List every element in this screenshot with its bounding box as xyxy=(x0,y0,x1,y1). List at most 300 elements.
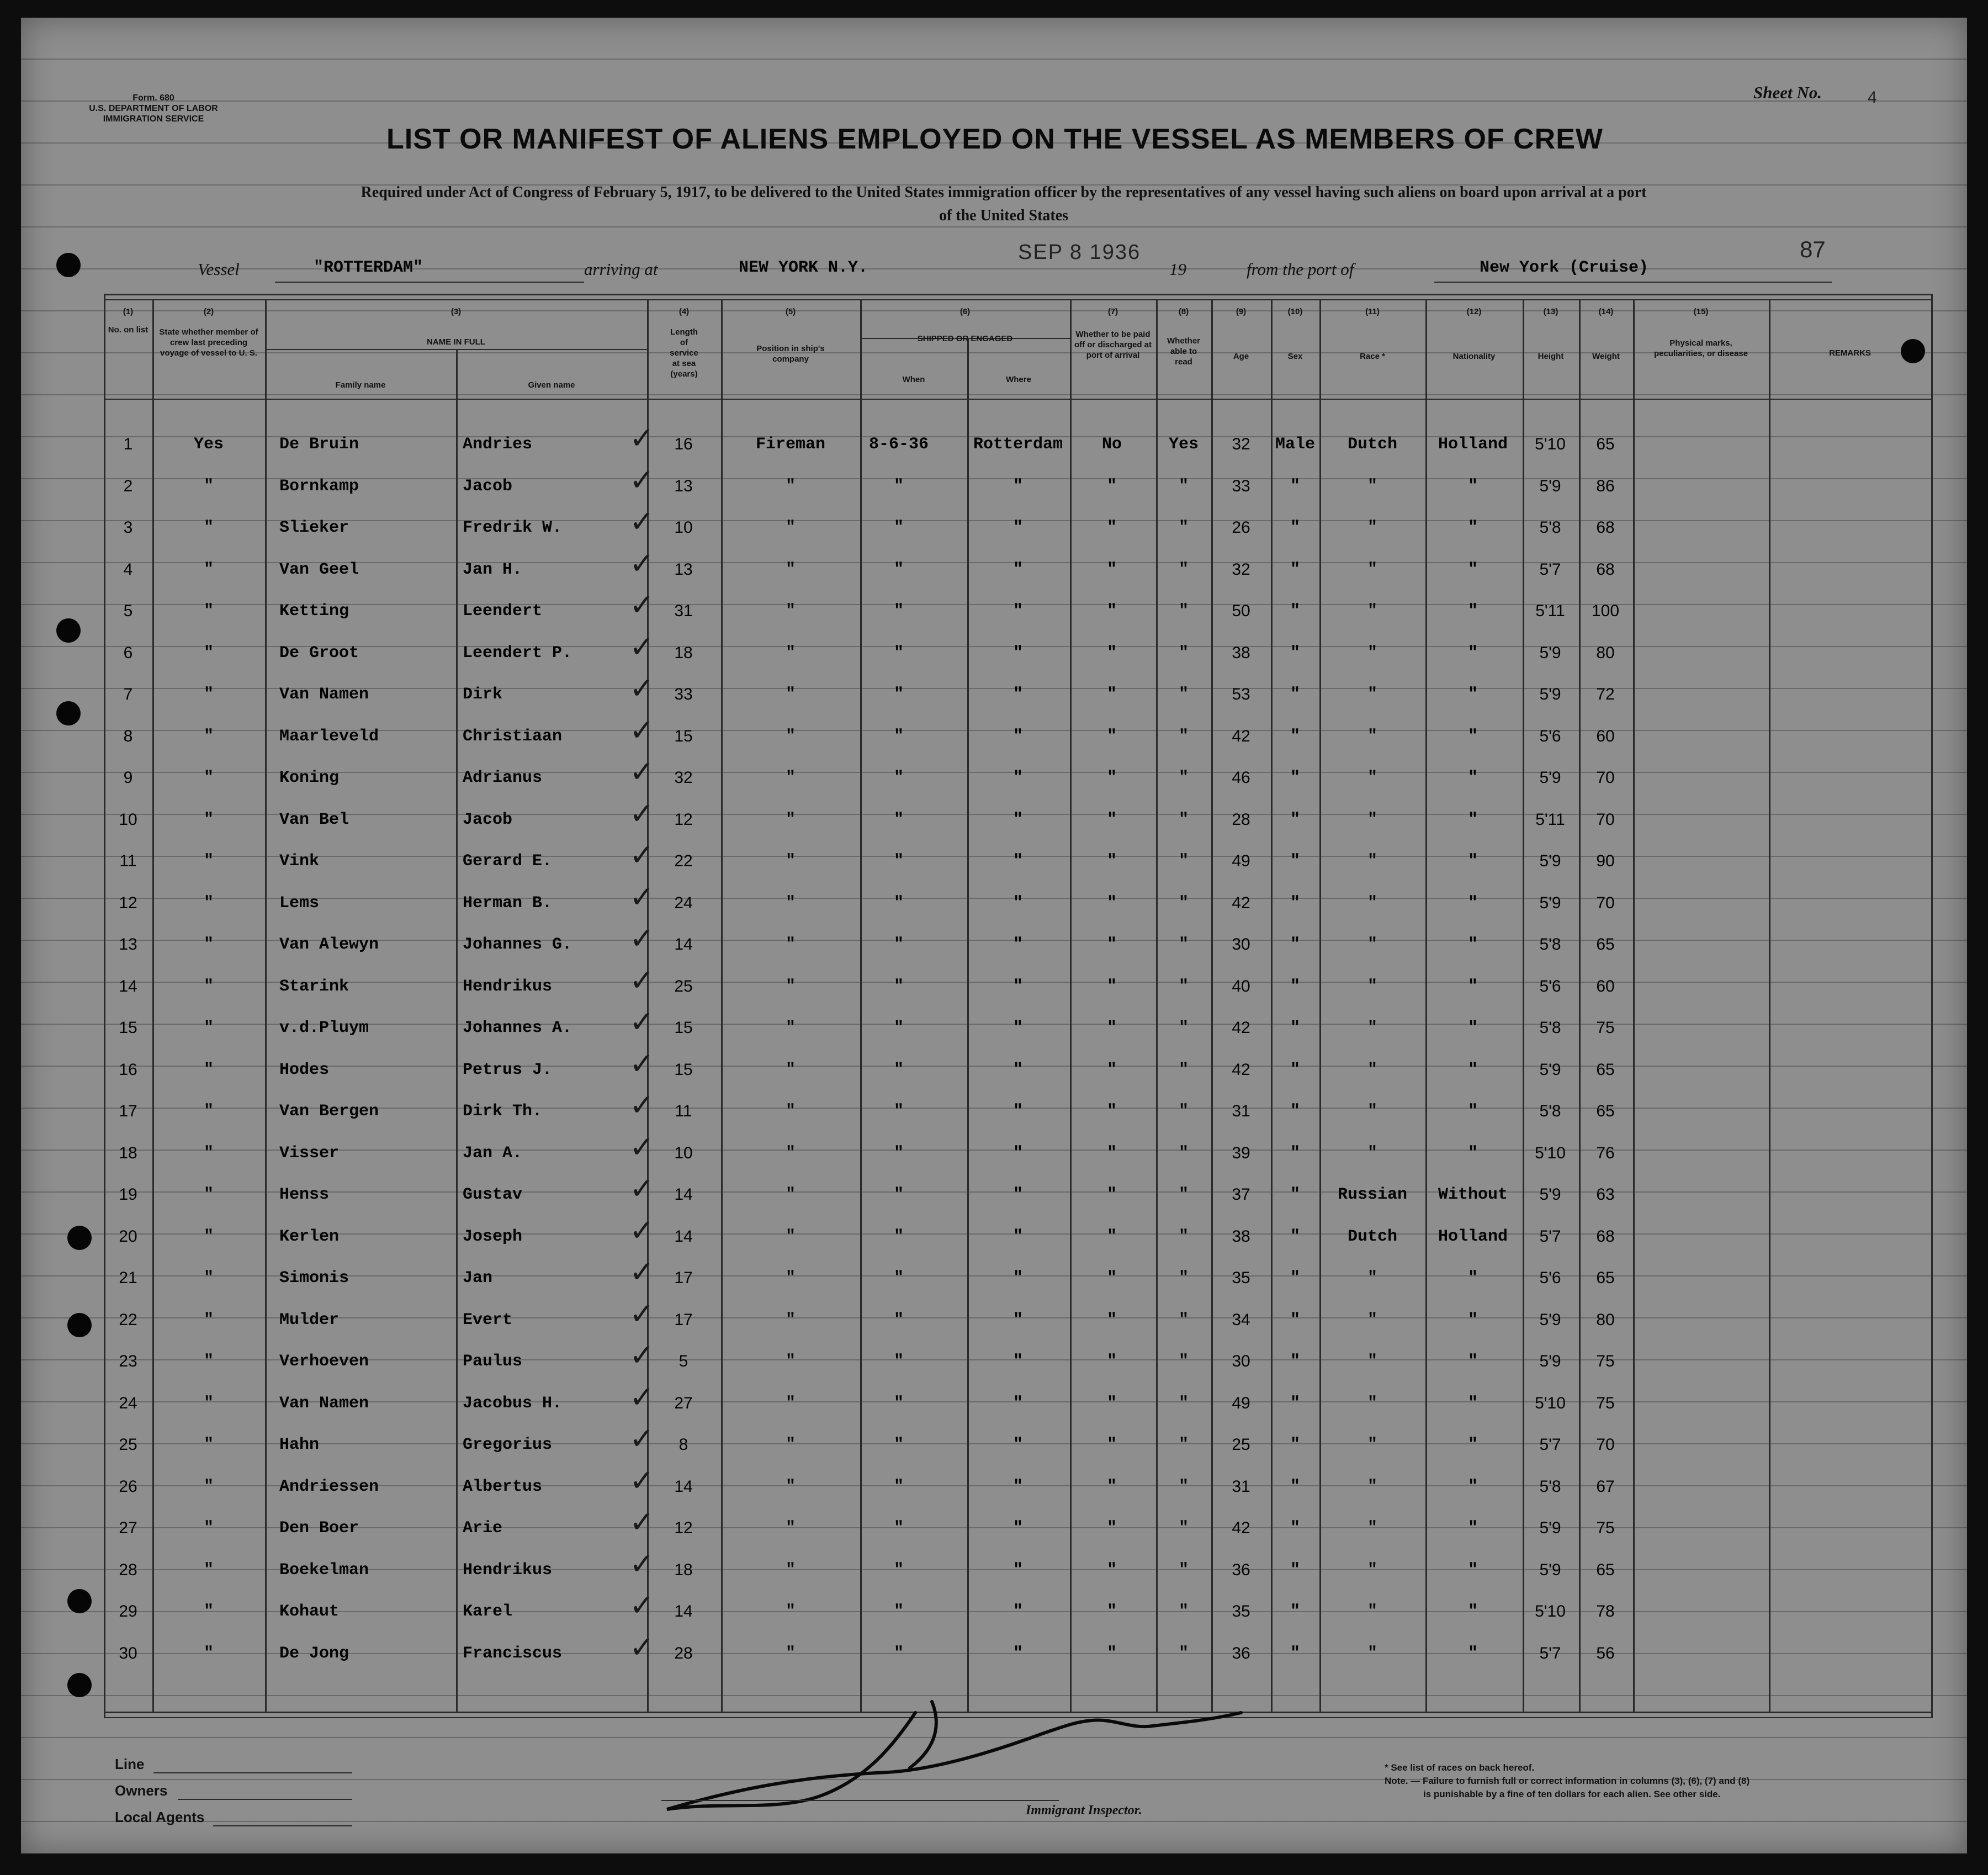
row-crew: " xyxy=(203,1352,214,1371)
row-nationality: Holland xyxy=(1438,1227,1508,1246)
col6-header: SHIPPED OR ENGAGED xyxy=(917,334,1013,343)
row-sex: " xyxy=(1290,1185,1300,1204)
row-no: 20 xyxy=(119,1227,137,1246)
row-position: " xyxy=(785,1394,796,1413)
row-service: 13 xyxy=(674,560,693,579)
col10-number: (10) xyxy=(1287,307,1303,316)
row-age: 39 xyxy=(1232,1143,1250,1162)
row-read: " xyxy=(1178,476,1189,496)
row-service: 18 xyxy=(674,1560,693,1579)
row-given: Herman B. xyxy=(463,893,553,913)
row-given: Dirk xyxy=(463,685,503,704)
row-position: " xyxy=(785,893,796,913)
row-height: 5'9 xyxy=(1539,852,1561,870)
row-crew: " xyxy=(203,1102,214,1121)
row-height: 5'8 xyxy=(1539,1102,1561,1120)
row-position: " xyxy=(785,1310,796,1330)
row-height: 5'9 xyxy=(1539,1310,1561,1329)
col15-number: (15) xyxy=(1693,307,1709,316)
check-mark: ✓ xyxy=(629,1629,655,1665)
row-sex: " xyxy=(1290,1019,1300,1037)
check-mark: ✓ xyxy=(629,879,655,914)
row-read: " xyxy=(1178,727,1189,746)
row-position: " xyxy=(785,685,796,704)
row-position: " xyxy=(785,1519,796,1538)
row-where: " xyxy=(1012,1102,1023,1121)
row-position: " xyxy=(785,727,796,746)
row-sex: " xyxy=(1290,727,1300,746)
row-when: " xyxy=(893,643,904,663)
row-no: 4 xyxy=(123,560,133,579)
check-mark: ✓ xyxy=(629,962,655,998)
row-age: 36 xyxy=(1232,1560,1250,1579)
row-weight: 70 xyxy=(1596,893,1615,912)
row-sex: " xyxy=(1290,1143,1300,1163)
row-given: Andries xyxy=(463,435,533,454)
row-no: 24 xyxy=(119,1394,137,1412)
row-no: 6 xyxy=(123,643,133,662)
row-where: " xyxy=(1012,1436,1023,1454)
row-read: " xyxy=(1178,1102,1189,1121)
col7-header: Whether to be paid off or discharged at port of arrival xyxy=(1074,330,1152,360)
footnote-line-2: is punishable by a fine of ten dollars for each alien. See other side. xyxy=(1423,1789,1721,1799)
row-crew: " xyxy=(203,1519,214,1538)
row-position: " xyxy=(785,935,796,954)
row-weight: 56 xyxy=(1596,1644,1615,1662)
row-family: Vink xyxy=(279,852,320,871)
check-mark: ✓ xyxy=(629,1379,655,1415)
row-family: Van Alewyn xyxy=(279,935,379,954)
row-height: 5'9 xyxy=(1539,1560,1561,1579)
row-nationality: Holland xyxy=(1438,435,1508,454)
row-paid: " xyxy=(1106,977,1117,996)
row-height: 5'8 xyxy=(1539,935,1561,954)
row-nationality: " xyxy=(1467,518,1478,537)
row-service: 14 xyxy=(674,1602,693,1620)
row-age: 38 xyxy=(1232,643,1250,662)
row-height: 5'9 xyxy=(1539,1352,1561,1370)
row-read: " xyxy=(1178,560,1189,579)
row-read: " xyxy=(1178,1560,1189,1580)
row-race: " xyxy=(1367,1310,1377,1330)
row-sex: " xyxy=(1290,1560,1300,1580)
row-height: 5'8 xyxy=(1539,518,1561,537)
row-race: " xyxy=(1367,1269,1377,1288)
row-sex: " xyxy=(1290,1060,1300,1079)
row-sex: " xyxy=(1290,977,1300,996)
row-age: 25 xyxy=(1232,1436,1250,1454)
col9-number: (9) xyxy=(1236,307,1247,316)
row-crew: " xyxy=(203,1644,214,1663)
row-nationality: " xyxy=(1467,935,1478,954)
row-given: Arie xyxy=(463,1519,503,1538)
row-read: " xyxy=(1178,935,1189,954)
row-paid: " xyxy=(1106,1644,1117,1663)
row-paid: " xyxy=(1106,1602,1117,1621)
row-no: 11 xyxy=(119,852,137,870)
check-mark: ✓ xyxy=(629,421,655,455)
date-stamp: SEP 8 1936 xyxy=(1018,241,1141,264)
row-height: 5'8 xyxy=(1539,1477,1561,1496)
row-paid: " xyxy=(1106,1269,1117,1288)
row-weight: 72 xyxy=(1596,685,1615,703)
check-mark: ✓ xyxy=(629,1254,655,1289)
row-weight: 76 xyxy=(1596,1143,1615,1162)
row-read: " xyxy=(1178,602,1189,621)
row-age: 49 xyxy=(1232,852,1250,870)
row-crew: Yes xyxy=(193,435,224,454)
row-where: " xyxy=(1012,1644,1023,1663)
row-age: 28 xyxy=(1232,810,1250,829)
row-read: " xyxy=(1178,1227,1189,1246)
row-paid: " xyxy=(1106,810,1117,829)
row-given: Dirk Th. xyxy=(463,1102,543,1121)
check-mark: ✓ xyxy=(629,545,655,581)
row-weight: 75 xyxy=(1596,1394,1615,1412)
row-where: " xyxy=(1012,1519,1023,1538)
from-port-label: from the port of xyxy=(1247,259,1354,279)
row-weight: 75 xyxy=(1596,1019,1615,1037)
row-weight: 70 xyxy=(1596,1436,1615,1454)
row-service: 5 xyxy=(678,1352,688,1370)
inspector-signature xyxy=(656,1680,1280,1823)
row-family: Van Bergen xyxy=(279,1102,379,1121)
given-name-header: Given name xyxy=(528,380,575,390)
row-when: " xyxy=(893,1060,904,1079)
row-service: 15 xyxy=(674,1019,693,1037)
row-race: " xyxy=(1367,602,1377,621)
row-when: " xyxy=(893,1394,904,1413)
row-sex: " xyxy=(1290,1519,1300,1538)
row-paid: " xyxy=(1106,1185,1117,1204)
row-read: " xyxy=(1178,852,1189,871)
row-paid: " xyxy=(1106,643,1117,663)
subtitle-line-1: Required under Act of Congress of February 5, 1917, to be delivered to the United States immigration officer by the representatives of any vessel having such aliens on board upon arrival at a port xyxy=(361,184,1647,201)
row-when: " xyxy=(893,1143,904,1163)
col13-number: (13) xyxy=(1543,307,1558,316)
row-nationality: " xyxy=(1467,1060,1478,1079)
line-underline xyxy=(153,1772,352,1773)
row-nationality: " xyxy=(1467,1352,1478,1371)
row-height: 5'11 xyxy=(1535,602,1565,620)
row-height: 5'9 xyxy=(1539,643,1561,662)
row-crew: " xyxy=(203,685,214,704)
col11-header: Race * xyxy=(1360,352,1385,361)
row-given: Jacobus H. xyxy=(463,1394,563,1413)
row-crew: " xyxy=(203,476,214,496)
row-read: " xyxy=(1178,1060,1189,1079)
row-age: 34 xyxy=(1232,1310,1250,1329)
row-where: " xyxy=(1012,893,1023,913)
row-weight: 100 xyxy=(1591,602,1620,620)
row-where: " xyxy=(1012,1185,1023,1204)
check-mark: ✓ xyxy=(629,1212,655,1248)
row-height: 5'9 xyxy=(1539,476,1561,495)
col4-number: (4) xyxy=(678,307,690,316)
row-when: " xyxy=(893,1519,904,1538)
row-given: Johannes G. xyxy=(463,935,572,954)
row-race: " xyxy=(1367,727,1377,746)
row-service: 12 xyxy=(674,810,693,829)
row-age: 31 xyxy=(1232,1102,1250,1120)
row-given: Jacob xyxy=(463,476,513,496)
row-weight: 75 xyxy=(1596,1519,1615,1537)
row-race: " xyxy=(1367,1143,1377,1163)
row-crew: " xyxy=(203,1019,214,1037)
row-nationality: " xyxy=(1467,1394,1478,1413)
row-where: " xyxy=(1012,476,1023,496)
row-sex: " xyxy=(1290,810,1300,829)
row-nationality: " xyxy=(1467,852,1478,871)
row-sex: " xyxy=(1290,1310,1300,1330)
footnote-races: * See list of races on back hereof. xyxy=(1385,1762,1535,1773)
row-family: Ketting xyxy=(279,602,349,621)
row-height: 5'7 xyxy=(1539,1644,1561,1662)
row-when: " xyxy=(893,1352,904,1371)
row-paid: " xyxy=(1106,1019,1117,1037)
row-paid: " xyxy=(1106,476,1117,496)
line-label: Line xyxy=(115,1756,145,1772)
row-crew: " xyxy=(203,1602,214,1621)
row-when: " xyxy=(893,893,904,913)
row-paid: " xyxy=(1106,560,1117,579)
row-given: Jan A. xyxy=(463,1143,523,1163)
row-read: " xyxy=(1178,1644,1189,1663)
row-family: Henss xyxy=(279,1185,330,1204)
row-read: " xyxy=(1178,1519,1189,1538)
row-crew: " xyxy=(203,643,214,663)
row-sex: " xyxy=(1290,643,1300,663)
col1-number: (1) xyxy=(123,307,134,316)
row-paid: " xyxy=(1106,685,1117,704)
row-given: Hendrikus xyxy=(463,1560,553,1580)
row-sex: " xyxy=(1290,602,1300,621)
row-paid: No xyxy=(1101,435,1122,454)
row-when: " xyxy=(893,1269,904,1288)
row-no: 13 xyxy=(119,935,137,954)
row-given: Joseph xyxy=(463,1227,523,1246)
row-given: Adrianus xyxy=(463,769,543,787)
check-mark: ✓ xyxy=(629,796,655,831)
row-paid: " xyxy=(1106,1394,1117,1413)
row-race: " xyxy=(1367,1602,1377,1621)
row-height: 5'9 xyxy=(1539,1060,1561,1079)
row-height: 5'6 xyxy=(1539,727,1561,745)
col12-number: (12) xyxy=(1466,307,1482,316)
row-sex: " xyxy=(1290,1352,1300,1371)
row-when: " xyxy=(893,977,904,996)
row-race: " xyxy=(1367,685,1377,704)
row-service: 12 xyxy=(674,1519,693,1537)
check-mark: ✓ xyxy=(629,1588,655,1623)
row-paid: " xyxy=(1106,893,1117,913)
row-position: " xyxy=(785,1644,796,1663)
row-race: Dutch xyxy=(1347,435,1397,454)
row-weight: 65 xyxy=(1596,435,1615,453)
row-family: Hodes xyxy=(279,1060,330,1079)
row-given: Paulus xyxy=(463,1352,523,1371)
row-service: 22 xyxy=(674,852,693,870)
col11-number: (11) xyxy=(1365,307,1380,316)
row-family: Van Bel xyxy=(279,810,349,829)
row-service: 33 xyxy=(674,685,693,703)
row-weight: 90 xyxy=(1596,852,1615,870)
row-when: " xyxy=(893,602,904,621)
row-read: " xyxy=(1178,893,1189,913)
row-race: " xyxy=(1367,977,1377,996)
row-family: Van Namen xyxy=(279,685,369,704)
row-where: " xyxy=(1012,810,1023,829)
row-position: " xyxy=(785,1060,796,1079)
row-nationality: " xyxy=(1467,1560,1478,1580)
row-crew: " xyxy=(203,852,214,871)
row-family: Mulder xyxy=(279,1310,340,1330)
arriving-label: arriving at xyxy=(584,259,658,279)
row-where: " xyxy=(1012,852,1023,871)
row-race: " xyxy=(1367,1060,1377,1079)
row-service: 27 xyxy=(674,1394,693,1412)
row-weight: 75 xyxy=(1596,1352,1615,1370)
row-family: Maarleveld xyxy=(279,727,379,746)
arriving-port: NEW YORK N.Y. xyxy=(739,258,868,277)
check-mark: ✓ xyxy=(629,1046,655,1081)
row-given: Jacob xyxy=(463,810,513,829)
row-no: 8 xyxy=(123,727,133,745)
row-paid: " xyxy=(1106,1060,1117,1079)
footnote xyxy=(1385,1761,1915,1801)
row-weight: 65 xyxy=(1596,1269,1615,1287)
row-family: Simonis xyxy=(279,1269,349,1288)
row-no: 26 xyxy=(119,1477,137,1496)
row-given: Christiaan xyxy=(463,727,563,746)
row-where: " xyxy=(1012,1269,1023,1288)
row-race: " xyxy=(1367,518,1377,537)
row-nationality: " xyxy=(1467,769,1478,787)
row-no: 25 xyxy=(119,1436,137,1454)
row-position: " xyxy=(785,1102,796,1121)
sheet-number-label: Sheet No. xyxy=(1753,83,1822,102)
row-nationality: Without xyxy=(1438,1185,1508,1204)
row-when: " xyxy=(893,810,904,829)
row-position: " xyxy=(785,769,796,787)
row-family: Hahn xyxy=(279,1436,320,1454)
service-name: IMMIGRATION SERVICE xyxy=(103,114,204,124)
row-crew: " xyxy=(203,1310,214,1330)
row-weight: 67 xyxy=(1596,1477,1615,1496)
row-crew: " xyxy=(203,518,214,537)
row-when: " xyxy=(893,1602,904,1621)
row-age: 49 xyxy=(1232,1394,1250,1412)
row-service: 14 xyxy=(674,1477,693,1496)
row-paid: " xyxy=(1106,1352,1117,1371)
row-crew: " xyxy=(203,1227,214,1246)
row-height: 5'7 xyxy=(1539,1436,1561,1454)
vessel-name: "ROTTERDAM" xyxy=(314,258,423,277)
row-sex: " xyxy=(1290,1102,1300,1121)
row-age: 31 xyxy=(1232,1477,1250,1496)
col9-header: Age xyxy=(1233,352,1249,361)
row-race: " xyxy=(1367,893,1377,913)
row-position: " xyxy=(785,1269,796,1288)
row-paid: " xyxy=(1106,1227,1117,1246)
row-family: Den Boer xyxy=(279,1519,359,1538)
row-where: " xyxy=(1012,769,1023,787)
row-age: 32 xyxy=(1232,435,1250,453)
row-sex: Male xyxy=(1275,435,1315,454)
row-crew: " xyxy=(203,1060,214,1079)
row-given: Gerard E. xyxy=(463,852,553,871)
row-age: 30 xyxy=(1232,1352,1250,1370)
row-nationality: " xyxy=(1467,643,1478,663)
row-nationality: " xyxy=(1467,602,1478,621)
row-height: 5'7 xyxy=(1539,1227,1561,1246)
row-when: " xyxy=(893,769,904,787)
row-position: " xyxy=(785,602,796,621)
row-crew: " xyxy=(203,810,214,829)
row-read: " xyxy=(1178,1185,1189,1204)
row-service: 28 xyxy=(674,1644,693,1662)
from-port: New York (Cruise) xyxy=(1480,258,1649,277)
row-sex: " xyxy=(1290,518,1300,537)
row-family: De Jong xyxy=(279,1644,349,1663)
row-when: " xyxy=(893,685,904,704)
year-label: 19 xyxy=(1169,259,1186,279)
row-weight: 63 xyxy=(1596,1185,1615,1204)
col4-header: Length of service at sea (years) xyxy=(670,327,698,379)
row-height: 5'9 xyxy=(1539,1519,1561,1537)
row-weight: 80 xyxy=(1596,1310,1615,1329)
col15-header: Physical marks, peculiarities, or disease xyxy=(1653,338,1748,358)
owners-underline xyxy=(178,1799,352,1800)
row-age: 53 xyxy=(1232,685,1250,703)
row-height: 5'10 xyxy=(1535,1394,1566,1412)
row-read: " xyxy=(1178,643,1189,663)
row-where: " xyxy=(1012,1227,1023,1246)
row-race: " xyxy=(1367,1019,1377,1037)
row-when: " xyxy=(893,852,904,871)
col8-number: (8) xyxy=(1178,307,1189,316)
col13-header: Height xyxy=(1538,352,1564,361)
row-given: Albertus xyxy=(463,1477,543,1496)
col5-number: (5) xyxy=(785,307,796,316)
check-mark: ✓ xyxy=(629,671,655,706)
row-weight: 70 xyxy=(1596,810,1615,829)
check-mark: ✓ xyxy=(629,712,655,748)
department-name: U.S. DEPARTMENT OF LABOR xyxy=(89,104,218,113)
row-nationality: " xyxy=(1467,1143,1478,1163)
col2-number: (2) xyxy=(203,307,214,316)
row-race: Russian xyxy=(1337,1185,1408,1204)
row-race: " xyxy=(1367,810,1377,829)
row-crew: " xyxy=(203,769,214,787)
row-when: " xyxy=(893,1185,904,1204)
page-title: LIST OR MANIFEST OF ALIENS EMPLOYED ON THE VESSEL AS MEMBERS OF CREW xyxy=(386,123,1603,155)
row-service: 32 xyxy=(674,769,693,787)
row-family: Slieker xyxy=(279,518,349,537)
row-position: " xyxy=(785,518,796,537)
footnote-line-1: Note. — Failure to furnish full or correct information in columns (3), (6), (7) and (8) xyxy=(1385,1776,1750,1786)
row-race: " xyxy=(1367,560,1377,579)
row-paid: " xyxy=(1106,1143,1117,1163)
row-family: Visser xyxy=(279,1143,340,1163)
row-when: " xyxy=(893,476,904,496)
row-position: " xyxy=(785,1602,796,1621)
row-read: " xyxy=(1178,1269,1189,1288)
col6-number: (6) xyxy=(959,307,971,316)
row-given: Gustav xyxy=(463,1185,523,1204)
row-weight: 60 xyxy=(1596,977,1615,995)
row-crew: " xyxy=(203,935,214,954)
